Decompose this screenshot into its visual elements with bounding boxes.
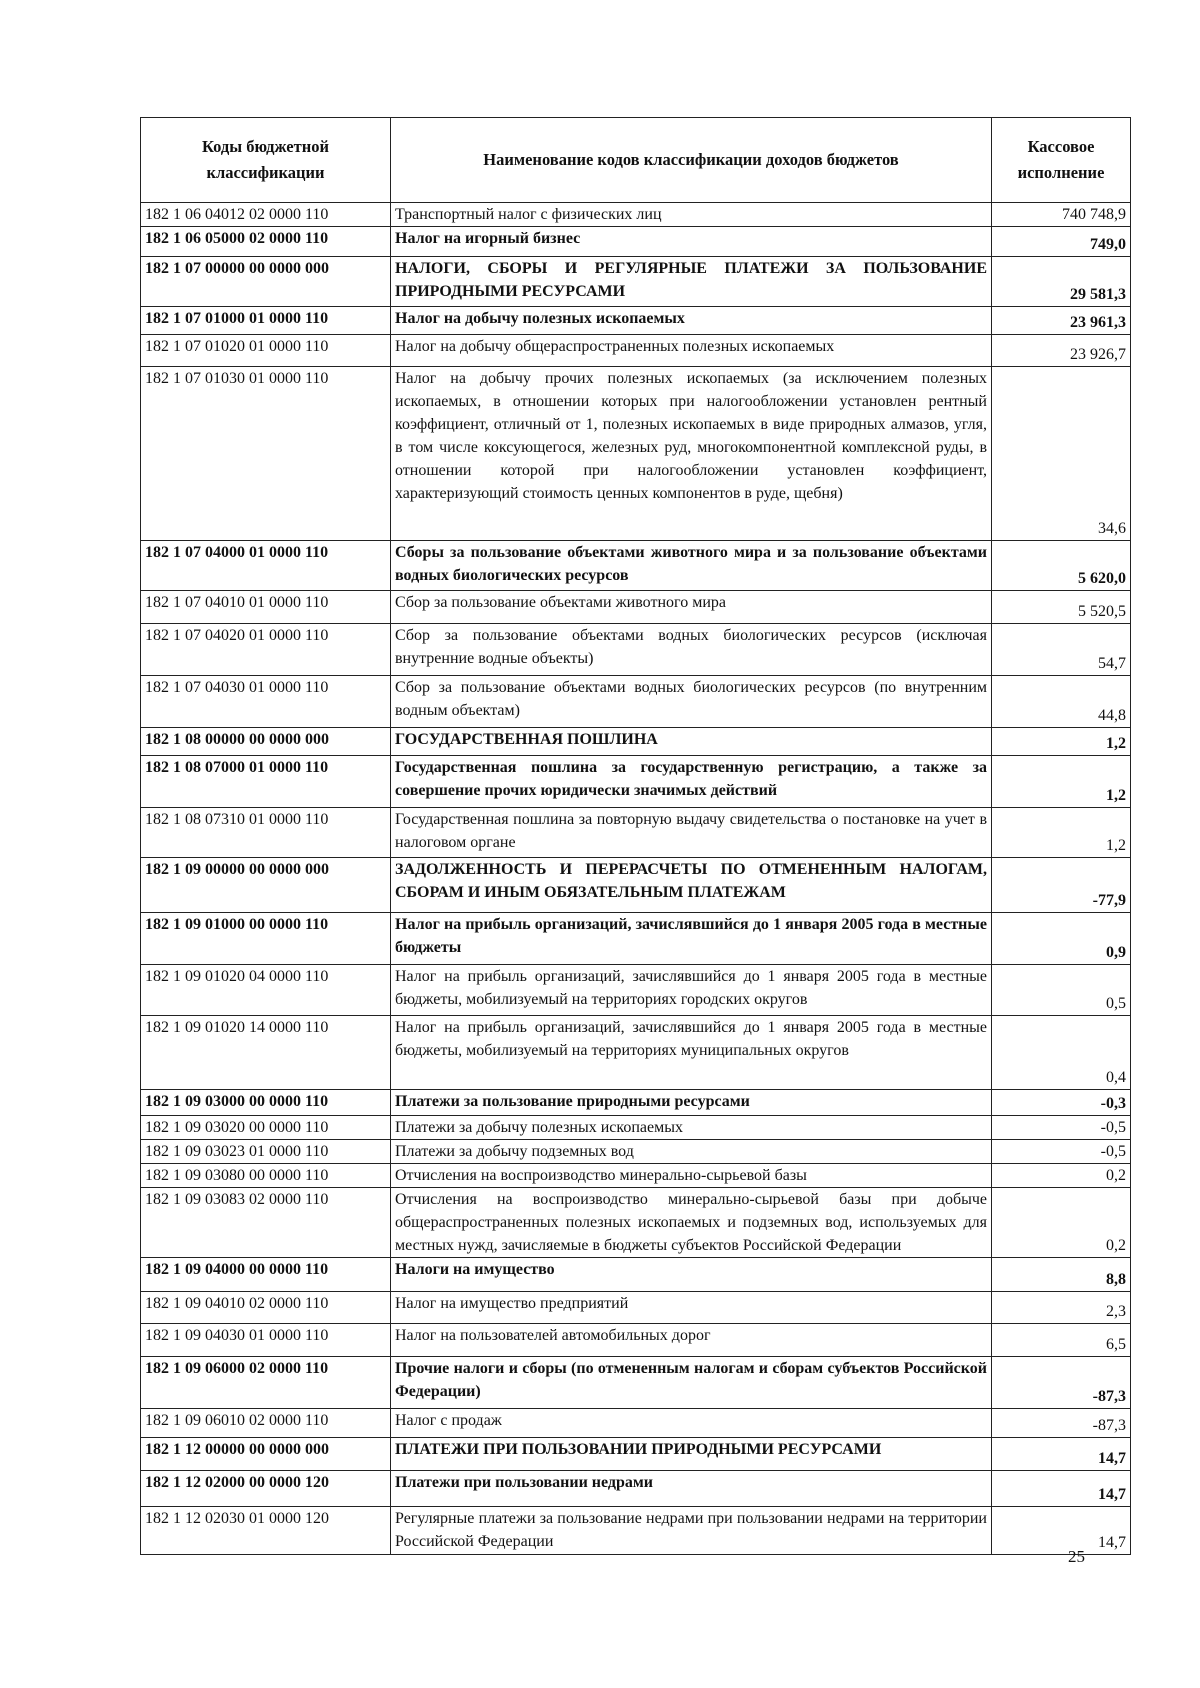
table-row: [141, 307, 1131, 335]
table-row: [141, 1116, 1131, 1140]
row-code: 182 1 09 04000 00 0000 110: [141, 1258, 391, 1292]
table-row: [141, 965, 1131, 1016]
row-name: ЗАДОЛЖЕННОСТЬ И ПЕРЕРАСЧЕТЫ ПО ОТМЕНЕННЫМ НАЛОГАМ, СБОРАМ И ИНЫМ ОБЯЗАТЕЛЬНЫМ ПЛАТЕЖАМ: [391, 858, 992, 913]
row-name: Налог на прибыль организаций, зачислявшийся до 1 января 2005 года в местные бюджеты, мобилизуемый на территориях муниципальных округов: [391, 1016, 992, 1090]
row-name: Налог на прибыль организаций, зачислявшийся до 1 января 2005 года в местные бюджеты, мобилизуемый на территориях городских округов: [391, 965, 992, 1016]
row-code: 182 1 06 05000 02 0000 110: [141, 227, 391, 257]
table-row: [141, 728, 1131, 756]
table-row: [141, 913, 1131, 965]
header-amount: Кассовое исполнение: [992, 118, 1131, 203]
row-code: 182 1 07 01020 01 0000 110: [141, 335, 391, 367]
row-code: 182 1 06 04012 02 0000 110: [141, 203, 391, 227]
row-code: 182 1 08 00000 00 0000 000: [141, 728, 391, 756]
row-amount: 44,8: [992, 676, 1131, 728]
row-code: 182 1 08 07310 01 0000 110: [141, 808, 391, 858]
row-code: 182 1 12 00000 00 0000 000: [141, 1438, 391, 1471]
row-code: 182 1 12 02030 01 0000 120: [141, 1507, 391, 1555]
row-name: Налог на добычу полезных ископаемых: [391, 307, 992, 335]
row-name: ПЛАТЕЖИ ПРИ ПОЛЬЗОВАНИИ ПРИРОДНЫМИ РЕСУРСАМИ: [391, 1438, 992, 1471]
row-name: Платежи при пользовании недрами: [391, 1471, 992, 1507]
table-row: [141, 624, 1131, 676]
row-code: 182 1 09 04010 02 0000 110: [141, 1292, 391, 1324]
row-name: Налог на прибыль организаций, зачислявшийся до 1 января 2005 года в местные бюджеты: [391, 913, 992, 965]
row-name: Сбор за пользование объектами животного мира: [391, 591, 992, 624]
row-amount: 34,6: [992, 367, 1131, 541]
row-code: 182 1 09 01000 00 0000 110: [141, 913, 391, 965]
header-name: Наименование кодов классификации доходов бюджетов: [391, 118, 992, 203]
row-amount: 54,7: [992, 624, 1131, 676]
table-row: [141, 541, 1131, 591]
row-name: Сбор за пользование объектами водных биологических ресурсов (исключая внутренние водные объекты): [391, 624, 992, 676]
table-row: [141, 1438, 1131, 1471]
row-code: 182 1 09 01020 14 0000 110: [141, 1016, 391, 1090]
row-code: 182 1 07 04010 01 0000 110: [141, 591, 391, 624]
table-row: [141, 1292, 1131, 1324]
table-row: [141, 335, 1131, 367]
row-amount: 2,3: [992, 1292, 1131, 1324]
row-name: Транспортный налог с физических лиц: [391, 203, 992, 227]
table-row: [141, 1409, 1131, 1438]
table-header-row: [141, 118, 1131, 203]
row-name: Налог с продаж: [391, 1409, 992, 1438]
row-name: Сбор за пользование объектами водных биологических ресурсов (по внутренним водным объектам): [391, 676, 992, 728]
row-amount: 0,4: [992, 1016, 1131, 1090]
table-row: [141, 1471, 1131, 1507]
row-amount: -0,3: [992, 1090, 1131, 1116]
row-code: 182 1 09 03020 00 0000 110: [141, 1116, 391, 1140]
row-code: 182 1 09 01020 04 0000 110: [141, 965, 391, 1016]
row-code: 182 1 09 06010 02 0000 110: [141, 1409, 391, 1438]
row-amount: 23 926,7: [992, 335, 1131, 367]
row-code: 182 1 07 00000 00 0000 000: [141, 257, 391, 307]
row-amount: -0,5: [992, 1116, 1131, 1140]
row-name: Государственная пошлина за повторную выдачу свидетельства о постановке на учет в налоговом органе: [391, 808, 992, 858]
row-code: 182 1 08 07000 01 0000 110: [141, 756, 391, 808]
row-code: 182 1 09 03080 00 0000 110: [141, 1164, 391, 1188]
row-code: 182 1 09 04030 01 0000 110: [141, 1324, 391, 1357]
row-amount: 14,7: [992, 1507, 1131, 1555]
header-code: Коды бюджетной классификации: [141, 118, 391, 203]
row-amount: 0,2: [992, 1188, 1131, 1258]
row-amount: 8,8: [992, 1258, 1131, 1292]
table-row: [141, 591, 1131, 624]
row-name: Налог на добычу прочих полезных ископаемых (за исключением полезных ископаемых, в отношении которых при налогообложении установлен рентный коэффициент, отличный от 1, полезных ископаемых в виде природных алмазов, угля, в том числе коксующегося, железных руд, многокомпонентной комплексной руды, в отношении которой при налогообложении установлен коэффициент, характеризующий стоимость ценных компонентов в руде, щебня): [391, 367, 992, 541]
row-amount: 6,5: [992, 1324, 1131, 1357]
row-name: Налог на пользователей автомобильных дорог: [391, 1324, 992, 1357]
row-amount: 0,5: [992, 965, 1131, 1016]
row-code: 182 1 09 06000 02 0000 110: [141, 1357, 391, 1409]
row-name: Регулярные платежи за пользование недрами при пользовании недрами на территории Российской Федерации: [391, 1507, 992, 1555]
row-amount: -87,3: [992, 1357, 1131, 1409]
row-amount: 740 748,9: [992, 203, 1131, 227]
row-code: 182 1 07 01000 01 0000 110: [141, 307, 391, 335]
table-row: [141, 367, 1131, 541]
table-row: [141, 1357, 1131, 1409]
table-row: [141, 1016, 1131, 1090]
row-amount: 5 620,0: [992, 541, 1131, 591]
table-row: [141, 1258, 1131, 1292]
row-name: НАЛОГИ, СБОРЫ И РЕГУЛЯРНЫЕ ПЛАТЕЖИ ЗА ПОЛЬЗОВАНИЕ ПРИРОДНЫМИ РЕСУРСАМИ: [391, 257, 992, 307]
table-row: [141, 1164, 1131, 1188]
table-row: [141, 227, 1131, 257]
row-name: Налоги на имущество: [391, 1258, 992, 1292]
table-row: [141, 756, 1131, 808]
row-amount: 1,2: [992, 756, 1131, 808]
row-code: 182 1 12 02000 00 0000 120: [141, 1471, 391, 1507]
row-code: 182 1 07 04020 01 0000 110: [141, 624, 391, 676]
row-code: 182 1 09 03083 02 0000 110: [141, 1188, 391, 1258]
row-amount: -87,3: [992, 1409, 1131, 1438]
row-amount: 0,9: [992, 913, 1131, 965]
row-amount: 29 581,3: [992, 257, 1131, 307]
row-name: Налог на добычу общераспространенных полезных ископаемых: [391, 335, 992, 367]
table-row: [141, 257, 1131, 307]
table-row: [141, 1090, 1131, 1116]
row-amount: 1,2: [992, 728, 1131, 756]
table-row: [141, 1507, 1131, 1555]
row-amount: -77,9: [992, 858, 1131, 913]
row-amount: -0,5: [992, 1140, 1131, 1164]
row-amount: 14,7: [992, 1438, 1131, 1471]
row-name: Отчисления на воспроизводство минерально-сырьевой базы при добыче общераспространенных полезных ископаемых и подземных вод, используемых для местных нужд, зачисляемые в бюджеты субъектов Российской Федерации: [391, 1188, 992, 1258]
row-name: Платежи за пользование природными ресурсами: [391, 1090, 992, 1116]
row-code: 182 1 07 04000 01 0000 110: [141, 541, 391, 591]
row-name: Отчисления на воспроизводство минерально-сырьевой базы: [391, 1164, 992, 1188]
row-name: Государственная пошлина за государственную регистрацию, а также за совершение прочих юридически значимых действий: [391, 756, 992, 808]
row-amount: 14,7: [992, 1471, 1131, 1507]
row-amount: 749,0: [992, 227, 1131, 257]
page-number: 25: [1068, 1547, 1085, 1566]
row-code: 182 1 09 03000 00 0000 110: [141, 1090, 391, 1116]
row-name: ГОСУДАРСТВЕННАЯ ПОШЛИНА: [391, 728, 992, 756]
row-name: Прочие налоги и сборы (по отмененным налогам и сборам субъектов Российской Федерации): [391, 1357, 992, 1409]
budget-revenue-table: [140, 117, 1131, 1555]
table-row: [141, 1140, 1131, 1164]
table-row: [141, 203, 1131, 227]
table-row: [141, 1188, 1131, 1258]
row-code: 182 1 07 04030 01 0000 110: [141, 676, 391, 728]
row-amount: 23 961,3: [992, 307, 1131, 335]
row-name: Налог на имущество предприятий: [391, 1292, 992, 1324]
row-amount: 1,2: [992, 808, 1131, 858]
table-row: [141, 676, 1131, 728]
row-name: Сборы за пользование объектами животного мира и за пользование объектами водных биологических ресурсов: [391, 541, 992, 591]
row-name: Платежи за добычу полезных ископаемых: [391, 1116, 992, 1140]
row-amount: 5 520,5: [992, 591, 1131, 624]
table-row: [141, 808, 1131, 858]
row-amount: 0,2: [992, 1164, 1131, 1188]
row-code: 182 1 09 03023 01 0000 110: [141, 1140, 391, 1164]
row-code: 182 1 07 01030 01 0000 110: [141, 367, 391, 541]
table-row: [141, 858, 1131, 913]
row-name: Платежи за добычу подземных вод: [391, 1140, 992, 1164]
row-name: Налог на игорный бизнес: [391, 227, 992, 257]
row-code: 182 1 09 00000 00 0000 000: [141, 858, 391, 913]
table-row: [141, 1324, 1131, 1357]
